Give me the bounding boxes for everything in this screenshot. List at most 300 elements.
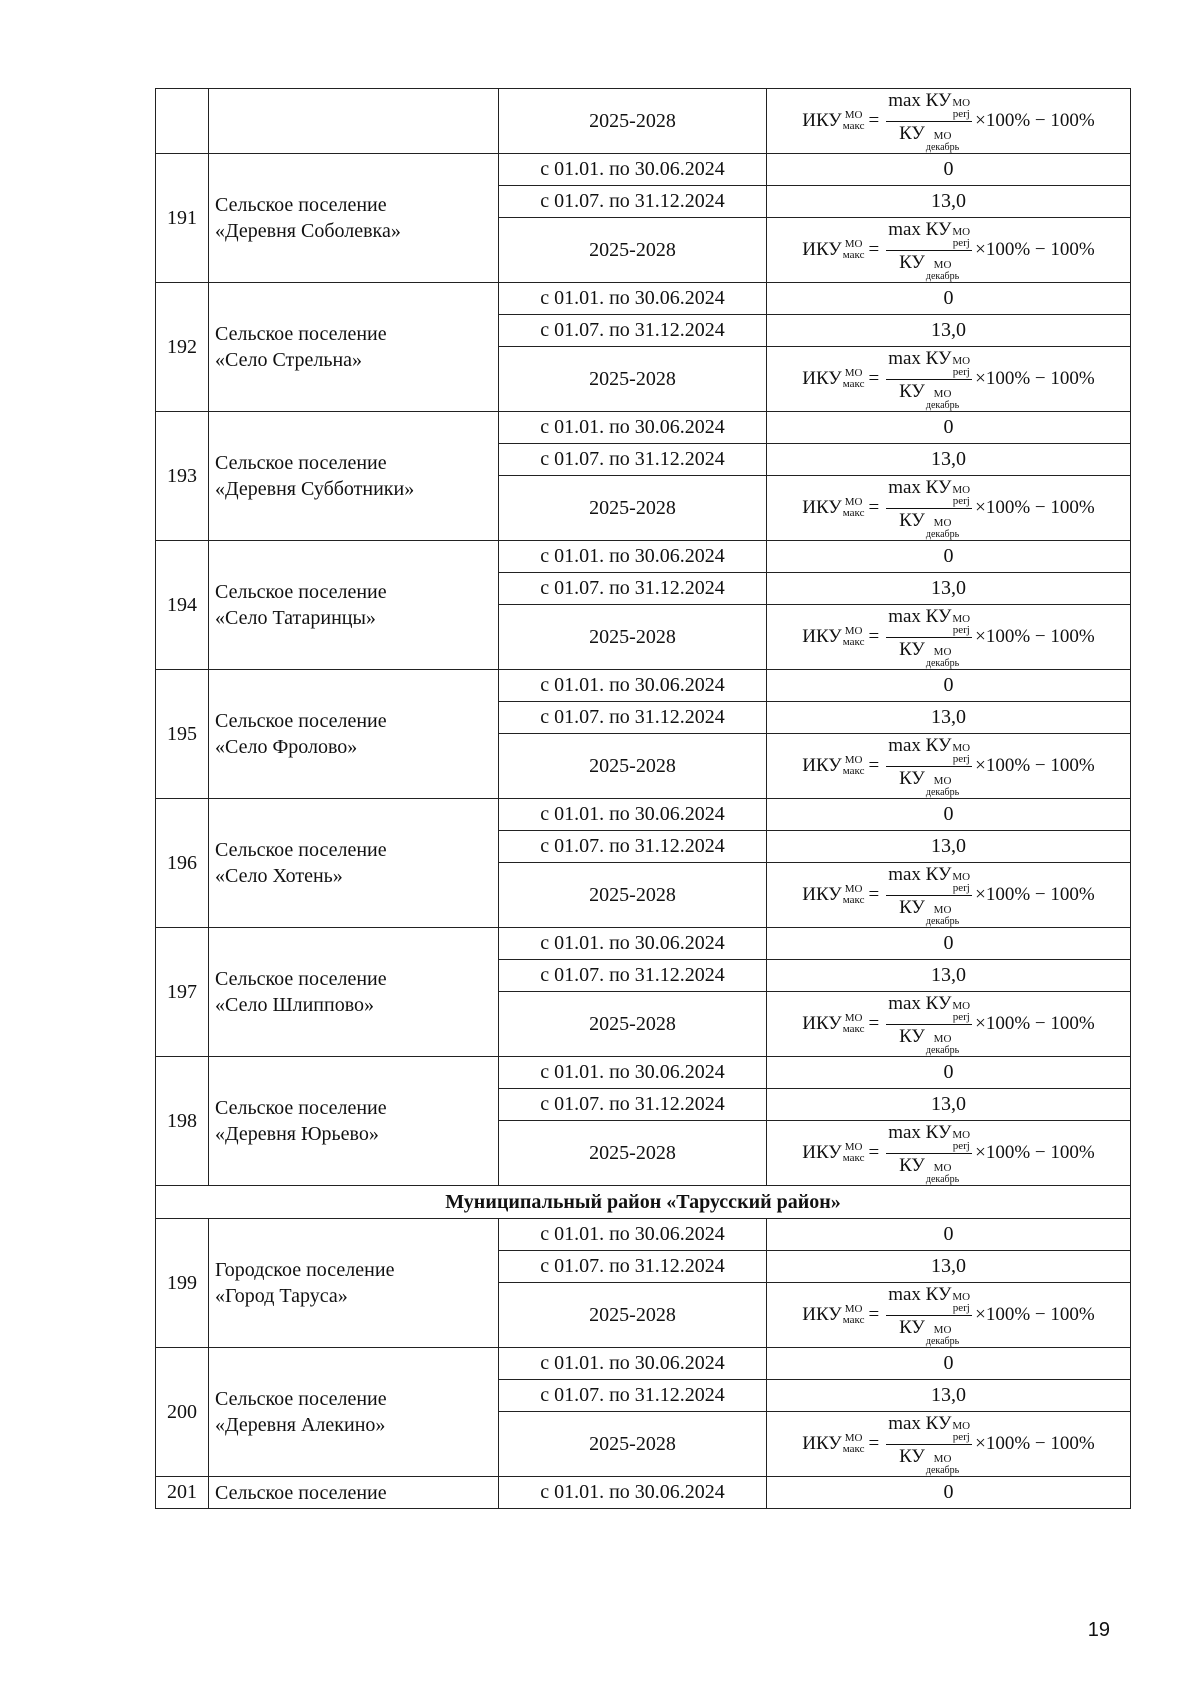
- formula-eq: =: [868, 755, 880, 776]
- formula-num-sub: perj: [952, 1301, 970, 1314]
- formula-num-sup: МО: [952, 612, 971, 625]
- formula-num-indices: [952, 743, 970, 765]
- formula-eq: =: [868, 368, 880, 389]
- period-cell: с 01.07. по 31.12.2024: [499, 186, 767, 218]
- settlement-type: Сельское поселение: [215, 1097, 387, 1119]
- formula-den-sub: декабрь: [925, 1044, 960, 1056]
- formula-lhs-indices: [843, 755, 865, 777]
- formula-num-main: max КУ: [888, 89, 952, 111]
- formula-num-main: max КУ: [888, 992, 952, 1014]
- period-cell: 2025-2028: [499, 347, 767, 412]
- period-cell: 2025-2028: [499, 992, 767, 1057]
- formula-eq: =: [868, 1142, 880, 1163]
- index-formula: [802, 1284, 1094, 1347]
- formula-denominator: [897, 638, 961, 669]
- value-cell: 0: [767, 154, 1131, 186]
- formula-num-sup: МО: [952, 354, 971, 367]
- formula-lhs-indices: [843, 110, 865, 132]
- formula-num-sub: perj: [952, 1430, 970, 1443]
- settlement-type: Городское поселение: [215, 1259, 395, 1281]
- settlement-name: [209, 1057, 499, 1186]
- period-cell: с 01.07. по 31.12.2024: [499, 1251, 767, 1283]
- formula-tail: ×100% − 100%: [975, 1142, 1095, 1163]
- formula-den-sub: декабрь: [925, 1464, 960, 1476]
- formula-numerator: [886, 1413, 972, 1445]
- formula-den-indices: [926, 776, 959, 798]
- formula-den-indices: [926, 905, 959, 927]
- row-number: 195: [156, 670, 209, 799]
- table-row: [156, 154, 1131, 186]
- table-row: [156, 283, 1131, 315]
- formula-den-sub: декабрь: [925, 141, 960, 153]
- formula-lhs: ИКУ: [802, 1304, 842, 1325]
- formula-den-sup: МО: [933, 129, 952, 142]
- formula-numerator: [886, 735, 972, 767]
- district-heading: Муниципальный район «Тарусский район»: [156, 1186, 1131, 1219]
- formula-den-main: КУ: [899, 1154, 925, 1176]
- formula-numerator: [886, 348, 972, 380]
- tariff-table: [155, 88, 1131, 1509]
- formula-num-sub: perj: [952, 365, 970, 378]
- formula-cell: [767, 605, 1131, 670]
- settlement-name: [209, 1477, 499, 1509]
- formula-num-indices: [952, 614, 970, 636]
- formula-numerator: [886, 1122, 972, 1154]
- period-cell: 2025-2028: [499, 89, 767, 154]
- settlement-title: «Село Стрельна»: [215, 349, 363, 371]
- formula-lhs: ИКУ: [802, 497, 842, 518]
- formula-lhs-sub: макс: [842, 1152, 865, 1164]
- formula-lhs: ИКУ: [802, 884, 842, 905]
- value-cell: 0: [767, 283, 1131, 315]
- formula-lhs-sub: макс: [842, 120, 865, 132]
- formula-den-main: КУ: [899, 1445, 925, 1467]
- formula-num-sup: МО: [952, 483, 971, 496]
- formula-num-sup: МО: [952, 741, 971, 754]
- formula-den-indices: [926, 260, 959, 282]
- formula-num-sub: perj: [952, 1139, 970, 1152]
- formula-num-main: max КУ: [888, 734, 952, 756]
- period-cell: с 01.01. по 30.06.2024: [499, 1057, 767, 1089]
- period-cell: с 01.07. по 31.12.2024: [499, 1089, 767, 1121]
- formula-cell: [767, 1121, 1131, 1186]
- formula-lhs-indices: [843, 884, 865, 906]
- formula-lhs: ИКУ: [802, 239, 842, 260]
- formula-fraction: [886, 1284, 972, 1347]
- period-cell: 2025-2028: [499, 1283, 767, 1348]
- formula-eq: =: [868, 1433, 880, 1454]
- formula-eq: =: [868, 626, 880, 647]
- formula-lhs-sub: макс: [842, 1023, 865, 1035]
- formula-den-main: КУ: [899, 1316, 925, 1338]
- value-cell: 0: [767, 541, 1131, 573]
- formula-fraction: [886, 348, 972, 411]
- formula-fraction: [886, 993, 972, 1056]
- formula-den-sub: декабрь: [925, 657, 960, 669]
- index-formula: [802, 348, 1094, 411]
- index-formula: [802, 219, 1094, 282]
- formula-lhs-sup: МО: [844, 1012, 863, 1024]
- formula-lhs-sup: МО: [844, 1303, 863, 1315]
- table-row: [156, 1348, 1131, 1380]
- settlement-title: «Село Татаринцы»: [215, 607, 376, 629]
- settlement-name: [209, 412, 499, 541]
- period-cell: 2025-2028: [499, 734, 767, 799]
- settlement-type: Сельское поселение: [215, 323, 387, 345]
- formula-eq: =: [868, 1304, 880, 1325]
- formula-tail: ×100% − 100%: [975, 368, 1095, 389]
- formula-num-sub: perj: [952, 107, 970, 120]
- formula-num-sub: perj: [952, 881, 970, 894]
- settlement-name: [209, 1219, 499, 1348]
- value-cell: 13,0: [767, 444, 1131, 476]
- formula-lhs: ИКУ: [802, 110, 842, 131]
- formula-numerator: [886, 864, 972, 896]
- formula-num-indices: [952, 1130, 970, 1152]
- formula-den-sup: МО: [933, 1452, 952, 1465]
- formula-eq: =: [868, 239, 880, 260]
- formula-lhs-sup: МО: [844, 367, 863, 379]
- value-cell: 13,0: [767, 573, 1131, 605]
- formula-lhs-indices: [843, 497, 865, 519]
- period-cell: с 01.07. по 31.12.2024: [499, 315, 767, 347]
- value-cell: 0: [767, 1348, 1131, 1380]
- settlement-title: «Село Шлиппово»: [215, 994, 375, 1016]
- formula-tail: ×100% − 100%: [975, 1433, 1095, 1454]
- formula-den-sub: декабрь: [925, 915, 960, 927]
- formula-lhs-sub: макс: [842, 507, 865, 519]
- settlement-type: Сельское поселение: [215, 710, 387, 732]
- formula-num-indices: [952, 1292, 970, 1314]
- value-cell: 0: [767, 412, 1131, 444]
- formula-num-indices: [952, 1001, 970, 1023]
- formula-den-indices: [926, 518, 959, 540]
- formula-lhs: ИКУ: [802, 755, 842, 776]
- formula-num-main: max КУ: [888, 1121, 952, 1143]
- value-cell: 13,0: [767, 960, 1131, 992]
- period-cell: с 01.01. по 30.06.2024: [499, 1477, 767, 1509]
- formula-num-indices: [952, 872, 970, 894]
- formula-cell: [767, 89, 1131, 154]
- value-cell: 13,0: [767, 702, 1131, 734]
- formula-num-sup: МО: [952, 1419, 971, 1432]
- formula-den-main: КУ: [899, 638, 925, 660]
- formula-lhs-sup: МО: [844, 496, 863, 508]
- settlement-type: Сельское поселение: [215, 194, 387, 216]
- formula-lhs-sub: макс: [842, 636, 865, 648]
- table-row: [156, 799, 1131, 831]
- formula-den-sup: МО: [933, 258, 952, 271]
- formula-den-main: КУ: [899, 509, 925, 531]
- row-number: 193: [156, 412, 209, 541]
- formula-cell: [767, 476, 1131, 541]
- period-cell: с 01.07. по 31.12.2024: [499, 444, 767, 476]
- value-cell: 13,0: [767, 1089, 1131, 1121]
- settlement-type: Сельское поселение: [215, 452, 387, 474]
- value-cell: 0: [767, 1057, 1131, 1089]
- formula-fraction: [886, 219, 972, 282]
- settlement-type: Сельское поселение: [215, 1388, 387, 1410]
- formula-lhs: ИКУ: [802, 626, 842, 647]
- row-number: 201: [156, 1477, 209, 1509]
- formula-num-sup: МО: [952, 1128, 971, 1141]
- formula-tail: ×100% − 100%: [975, 884, 1095, 905]
- formula-lhs-sup: МО: [844, 109, 863, 121]
- formula-num-sub: perj: [952, 752, 970, 765]
- formula-den-sup: МО: [933, 1161, 952, 1174]
- formula-lhs-sub: макс: [842, 378, 865, 390]
- formula-lhs-sup: МО: [844, 625, 863, 637]
- formula-den-indices: [926, 1034, 959, 1056]
- value-cell: 0: [767, 799, 1131, 831]
- formula-den-sup: МО: [933, 774, 952, 787]
- table-row: [156, 928, 1131, 960]
- value-cell: 13,0: [767, 831, 1131, 863]
- value-cell: 13,0: [767, 1251, 1131, 1283]
- period-cell: с 01.01. по 30.06.2024: [499, 670, 767, 702]
- row-number: 194: [156, 541, 209, 670]
- period-cell: с 01.01. по 30.06.2024: [499, 928, 767, 960]
- formula-den-main: КУ: [899, 251, 925, 273]
- value-cell: 0: [767, 1219, 1131, 1251]
- formula-fraction: [886, 1413, 972, 1476]
- formula-num-sup: МО: [952, 870, 971, 883]
- formula-numerator: [886, 90, 972, 122]
- formula-num-main: max КУ: [888, 347, 952, 369]
- settlement-title: «Село Хотень»: [215, 865, 343, 887]
- formula-cell: [767, 1412, 1131, 1477]
- formula-lhs: ИКУ: [802, 368, 842, 389]
- formula-num-main: max КУ: [888, 218, 952, 240]
- index-formula: [802, 735, 1094, 798]
- formula-lhs-sup: МО: [844, 883, 863, 895]
- formula-denominator: [897, 1154, 961, 1185]
- period-cell: 2025-2028: [499, 605, 767, 670]
- table-row: [156, 1219, 1131, 1251]
- formula-cell: [767, 347, 1131, 412]
- settlement-type: Сельское поселение: [215, 968, 387, 990]
- row-number: 199: [156, 1219, 209, 1348]
- formula-den-sup: МО: [933, 903, 952, 916]
- formula-fraction: [886, 735, 972, 798]
- formula-den-sub: декабрь: [925, 399, 960, 411]
- period-cell: 2025-2028: [499, 1121, 767, 1186]
- formula-num-sub: perj: [952, 494, 970, 507]
- index-formula: [802, 1413, 1094, 1476]
- formula-den-main: КУ: [899, 380, 925, 402]
- value-cell: 0: [767, 670, 1131, 702]
- settlement-title: «Город Таруса»: [215, 1285, 348, 1307]
- period-cell: 2025-2028: [499, 1412, 767, 1477]
- table-row: [156, 1477, 1131, 1509]
- formula-den-indices: [926, 1454, 959, 1476]
- formula-lhs-indices: [843, 1013, 865, 1035]
- formula-lhs-sub: макс: [842, 765, 865, 777]
- formula-den-sub: декабрь: [925, 270, 960, 282]
- formula-numerator: [886, 1284, 972, 1316]
- row-number: 192: [156, 283, 209, 412]
- formula-num-indices: [952, 485, 970, 507]
- settlement-title: «Деревня Юрьево»: [215, 1123, 379, 1145]
- period-cell: с 01.07. по 31.12.2024: [499, 960, 767, 992]
- index-formula: [802, 993, 1094, 1056]
- value-cell: 0: [767, 1477, 1131, 1509]
- formula-num-sub: perj: [952, 236, 970, 249]
- settlement-name: [209, 928, 499, 1057]
- formula-eq: =: [868, 497, 880, 518]
- formula-den-sup: МО: [933, 387, 952, 400]
- settlement-title: «Деревня Соболевка»: [215, 220, 401, 242]
- settlement-name: [209, 283, 499, 412]
- formula-num-sub: perj: [952, 623, 970, 636]
- settlement-title: «Деревня Субботники»: [215, 478, 415, 500]
- period-cell: с 01.07. по 31.12.2024: [499, 831, 767, 863]
- formula-fraction: [886, 1122, 972, 1185]
- formula-cell: [767, 734, 1131, 799]
- formula-tail: ×100% − 100%: [975, 110, 1095, 131]
- formula-numerator: [886, 606, 972, 638]
- formula-den-indices: [926, 647, 959, 669]
- value-cell: 0: [767, 928, 1131, 960]
- formula-lhs-sub: макс: [842, 1443, 865, 1455]
- table-row: [156, 89, 1131, 154]
- formula-den-sup: МО: [933, 645, 952, 658]
- formula-num-sup: МО: [952, 1290, 971, 1303]
- formula-num-sup: МО: [952, 96, 971, 109]
- formula-tail: ×100% − 100%: [975, 1304, 1095, 1325]
- row-number: 196: [156, 799, 209, 928]
- formula-lhs-sub: макс: [842, 249, 865, 261]
- period-cell: с 01.01. по 30.06.2024: [499, 283, 767, 315]
- formula-lhs-sup: МО: [844, 1141, 863, 1153]
- formula-den-sup: МО: [933, 1323, 952, 1336]
- formula-den-indices: [926, 1163, 959, 1185]
- index-formula: [802, 1122, 1094, 1185]
- formula-lhs-sub: макс: [842, 894, 865, 906]
- formula-num-sup: МО: [952, 999, 971, 1012]
- formula-numerator: [886, 477, 972, 509]
- period-cell: 2025-2028: [499, 863, 767, 928]
- formula-lhs: ИКУ: [802, 1433, 842, 1454]
- period-cell: с 01.01. по 30.06.2024: [499, 799, 767, 831]
- formula-den-indices: [926, 389, 959, 411]
- formula-tail: ×100% − 100%: [975, 1013, 1095, 1034]
- formula-eq: =: [868, 1013, 880, 1034]
- formula-denominator: [897, 1316, 961, 1347]
- formula-denominator: [897, 1025, 961, 1056]
- value-cell: 13,0: [767, 1380, 1131, 1412]
- formula-fraction: [886, 90, 972, 153]
- formula-tail: ×100% − 100%: [975, 497, 1095, 518]
- formula-num-indices: [952, 356, 970, 378]
- period-cell: с 01.07. по 31.12.2024: [499, 573, 767, 605]
- formula-denominator: [897, 1445, 961, 1476]
- settlement-name: [209, 1348, 499, 1477]
- settlement-name: [209, 670, 499, 799]
- formula-eq: =: [868, 110, 880, 131]
- period-cell: 2025-2028: [499, 218, 767, 283]
- formula-lhs-sup: МО: [844, 1432, 863, 1444]
- formula-fraction: [886, 606, 972, 669]
- page-number: 19: [1087, 1619, 1110, 1641]
- formula-den-sup: МО: [933, 516, 952, 529]
- row-number: 197: [156, 928, 209, 1057]
- formula-numerator: [886, 219, 972, 251]
- formula-cell: [767, 863, 1131, 928]
- settlement-name-empty: [209, 89, 499, 154]
- period-cell: с 01.07. по 31.12.2024: [499, 1380, 767, 1412]
- period-cell: с 01.01. по 30.06.2024: [499, 1219, 767, 1251]
- formula-denominator: [897, 122, 961, 153]
- formula-lhs: ИКУ: [802, 1142, 842, 1163]
- formula-den-main: КУ: [899, 767, 925, 789]
- formula-lhs-sup: МО: [844, 754, 863, 766]
- row-number: 198: [156, 1057, 209, 1186]
- formula-denominator: [897, 767, 961, 798]
- formula-num-main: max КУ: [888, 1283, 952, 1305]
- settlement-title: «Деревня Алекино»: [215, 1414, 386, 1436]
- index-formula: [802, 606, 1094, 669]
- value-cell: 13,0: [767, 186, 1131, 218]
- value-cell: 13,0: [767, 315, 1131, 347]
- formula-den-main: КУ: [899, 122, 925, 144]
- settlement-name: [209, 154, 499, 283]
- formula-tail: ×100% − 100%: [975, 755, 1095, 776]
- settlement-type: Сельское поселение: [215, 839, 387, 861]
- formula-den-sub: декабрь: [925, 528, 960, 540]
- formula-den-main: КУ: [899, 896, 925, 918]
- formula-lhs-indices: [843, 239, 865, 261]
- row-number: 200: [156, 1348, 209, 1477]
- settlement-type: Сельское поселение: [215, 1481, 387, 1504]
- formula-tail: ×100% − 100%: [975, 239, 1095, 260]
- index-formula: [802, 864, 1094, 927]
- table-row: [156, 541, 1131, 573]
- formula-den-sub: декабрь: [925, 1173, 960, 1185]
- formula-lhs-indices: [843, 626, 865, 648]
- formula-fraction: [886, 477, 972, 540]
- formula-lhs-sup: МО: [844, 238, 863, 250]
- formula-eq: =: [868, 884, 880, 905]
- formula-num-main: max КУ: [888, 476, 952, 498]
- settlement-title: «Село Фролово»: [215, 736, 358, 758]
- formula-num-main: max КУ: [888, 863, 952, 885]
- formula-tail: ×100% − 100%: [975, 626, 1095, 647]
- table-row: [156, 1186, 1131, 1219]
- formula-denominator: [897, 380, 961, 411]
- formula-lhs-indices: [843, 1304, 865, 1326]
- formula-lhs-indices: [843, 1433, 865, 1455]
- row-number-empty: [156, 89, 209, 154]
- formula-cell: [767, 218, 1131, 283]
- formula-lhs-indices: [843, 368, 865, 390]
- formula-lhs-sub: макс: [842, 1314, 865, 1326]
- formula-den-sub: декабрь: [925, 1335, 960, 1347]
- formula-den-sup: МО: [933, 1032, 952, 1045]
- period-cell: с 01.01. по 30.06.2024: [499, 541, 767, 573]
- table-row: [156, 1057, 1131, 1089]
- formula-cell: [767, 1283, 1131, 1348]
- formula-num-indices: [952, 227, 970, 249]
- period-cell: с 01.01. по 30.06.2024: [499, 154, 767, 186]
- formula-den-sub: декабрь: [925, 786, 960, 798]
- formula-num-sub: perj: [952, 1010, 970, 1023]
- formula-num-indices: [952, 1421, 970, 1443]
- formula-denominator: [897, 896, 961, 927]
- settlement-name: [209, 799, 499, 928]
- formula-num-sup: МО: [952, 225, 971, 238]
- formula-lhs: ИКУ: [802, 1013, 842, 1034]
